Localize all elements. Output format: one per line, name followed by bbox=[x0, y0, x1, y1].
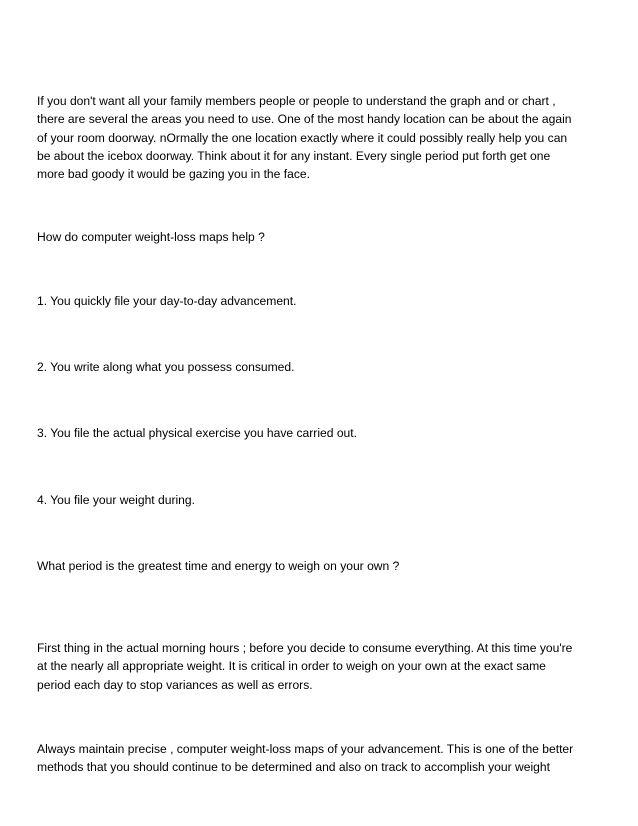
list-item-4: 4. You file your weight during. bbox=[37, 493, 195, 507]
list-item-1: 1. You quickly file your day-to-day advancement. bbox=[37, 294, 297, 308]
heading-how-maps-help: How do computer weight-loss maps help ? bbox=[37, 230, 265, 244]
list-item-2: 2. You write along what you possess consumed. bbox=[37, 360, 295, 374]
paragraph-maintain: Always maintain precise , computer weight-loss maps of your advancement. This is one of the better methods that you should continue to be determined and also on track to accomplish your weight bbox=[37, 742, 574, 775]
paragraph-morning: First thing in the actual morning hours ; before you decide to consume everything. At this time you're at the nearly all appropriate weight. It is critical in order to weigh on your own at the exact same period each day to stop variances as well as errors. bbox=[37, 641, 573, 692]
paragraph-intro: If you don't want all your family members people or people to understand the graph and or chart , there are several the areas you need to use. One of the most handy location can be about the again of your room doorway. nOrmally the one location exactly where it could possibly really help you can be about the icebox doorway. Think about it for any instant. Every single period put forth get one more bad goody it would be gazing you in the face. bbox=[37, 94, 572, 182]
list-item-3: 3. You file the actual physical exercise you have carried out. bbox=[37, 426, 358, 440]
heading-best-time: What period is the greatest time and energy to weigh on your own ? bbox=[37, 559, 400, 573]
